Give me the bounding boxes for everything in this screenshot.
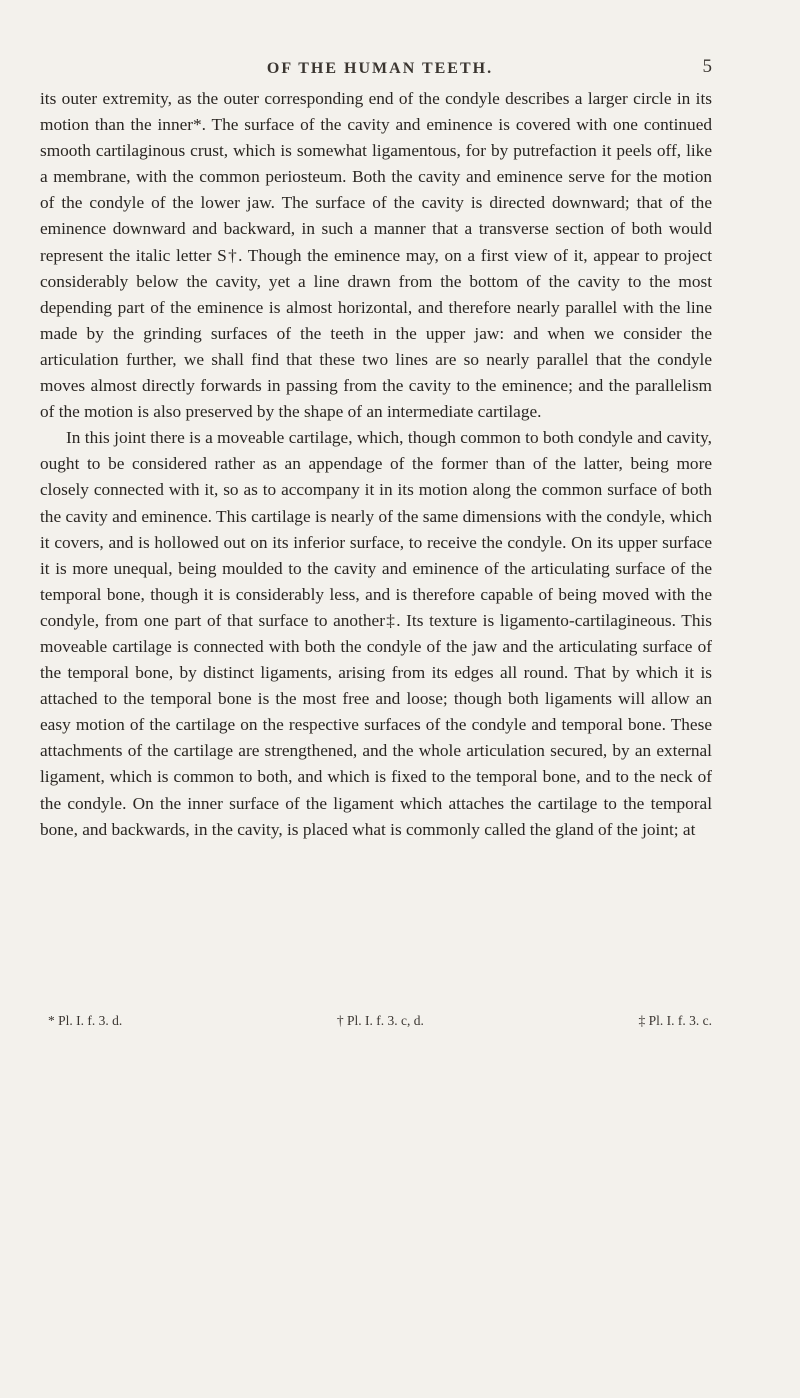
paragraph-1: its outer extremity, as the outer corresponding end of the condyle describes a larger circle in its motion than the inner*. The surface of the cavity and eminence is covered with one continued smooth cartilaginous crust, which is somewhat ligamentous, for by putrefaction it peels off, like a membrane, with the common periosteum. Both the cavity and eminence serve for the motion of the condyle of the lower jaw. The surface of the cavity is directed downward; that of the eminence downward and backward, in such a manner that a transverse section of both would represent the italic letter S†. Though the eminence may, on a first view of it, appear to project considerably below the cavity, yet a line drawn from the bottom of the cavity to the most depending part of the eminence is almost horizontal, and therefore nearly parallel with the line made by the grinding surfaces of the teeth in the upper jaw: and when we consider the articulation further, we shall find that these two lines are so nearly parallel that the condyle moves almost directly forwards in passing from the cavity to the eminence; and the parallelism of the motion is also preserved by the shape of an intermediate cartilage.: [40, 89, 712, 422]
body-text: [40, 86, 712, 843]
paragraph-2: In this joint there is a moveable cartilage, which, though common to both condyle and cavity, ought to be considered rather as an appendage of the former than of the latter, being more closely connected with it, so as to accompany it in its motion along the common surface of both the cavity and eminence. This cartilage is nearly of the same dimensions with the condyle, which it covers, and is hollowed out on its inferior surface, to receive the condyle. On its upper surface it is more unequal, being moulded to the cavity and eminence of the articulating surface of the temporal bone, though it is considerably less, and is therefore capable of being moved with the condyle, from one part of that surface to another‡. Its texture is ligamento-cartilagineous. This moveable cartilage is connected with both the condyle of the jaw and the articulating surface of the temporal bone, by distinct ligaments, arising from its edges all round. That by which it is attached to the temporal bone is the most free and loose; though both ligaments will allow an easy motion of the cartilage on the respective surfaces of the condyle and temporal bone. These attachments of the cartilage are strengthened, and the whole articulation secured, by an external ligament, which is common to both, and which is fixed to the temporal bone, and to the neck of the condyle. On the inner surface of the ligament which attaches the cartilage to the temporal bone, and backwards, in the cavity, is placed what is commonly called the gland of the joint; at: [40, 428, 712, 839]
page-number: 5: [702, 56, 712, 77]
footnote-3: ‡ Pl. I. f. 3. c.: [638, 1013, 712, 1028]
footnotes: [48, 1013, 712, 1029]
running-title: OF THE HUMAN TEETH.: [266, 60, 494, 77]
footnote-2: † Pl. I. f. 3. c, d.: [336, 1013, 424, 1028]
footnote-1: * Pl. I. f. 3. d.: [48, 1013, 123, 1028]
